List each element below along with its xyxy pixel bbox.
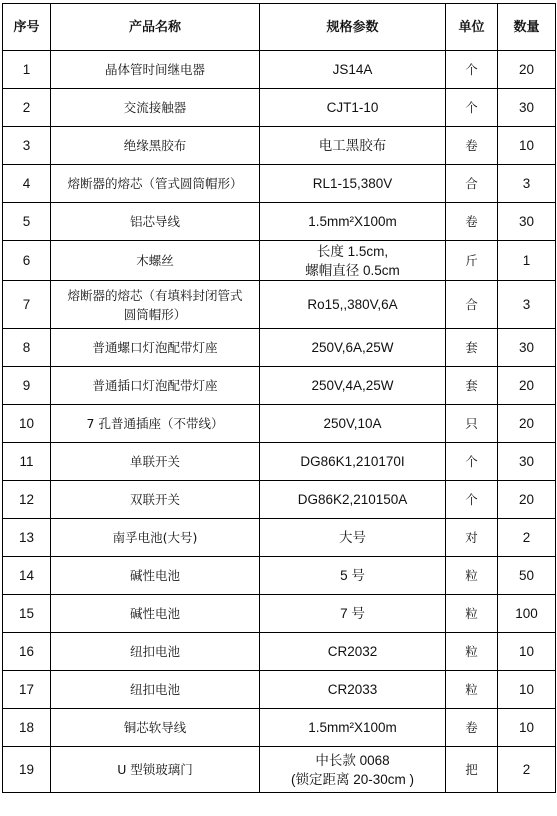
cell-spec [260, 633, 446, 671]
cell-index: 10 [3, 405, 51, 443]
cell-quantity: 10 [498, 127, 556, 165]
table-row [3, 165, 556, 203]
product-name-line: 单联开关 [129, 454, 180, 469]
table-row [3, 519, 556, 557]
spec-line: CR2033 [327, 682, 378, 697]
cell-index: 15 [3, 595, 51, 633]
cell-index: 17 [3, 671, 51, 709]
cell-index: 12 [3, 481, 51, 519]
cell-index: 5 [3, 203, 51, 241]
cell-unit: 把 [446, 747, 498, 793]
header-qty: 数量 [498, 4, 556, 51]
cell-spec [260, 747, 446, 793]
cell-spec [260, 671, 446, 709]
cell-quantity: 100 [498, 595, 556, 633]
product-name-line: 绝缘黑胶布 [123, 138, 187, 153]
table-row [3, 51, 556, 89]
product-name-line: 铜芯软导线 [123, 720, 187, 735]
cell-unit: 粒 [446, 633, 498, 671]
spec-line: 长度 1.5cm, [316, 243, 389, 259]
product-name-line: 普通插口灯泡配带灯座 [92, 378, 218, 393]
cell-unit: 个 [446, 481, 498, 519]
cell-quantity: 10 [498, 709, 556, 747]
cell-unit: 套 [446, 367, 498, 405]
spec-line: 250V,10A [323, 416, 382, 431]
cell-product-name [51, 519, 260, 557]
cell-index: 14 [3, 557, 51, 595]
header-row [3, 4, 556, 51]
cell-quantity: 2 [498, 519, 556, 557]
cell-spec [260, 127, 446, 165]
cell-unit: 个 [446, 443, 498, 481]
cell-unit: 合 [446, 281, 498, 329]
cell-product-name [51, 51, 260, 89]
cell-spec [260, 481, 446, 519]
spec-line: Ro15,,380V,6A [307, 297, 398, 312]
cell-unit: 对 [446, 519, 498, 557]
table-row [3, 747, 556, 793]
spec-line: 250V,4A,25W [311, 378, 394, 393]
cell-index: 19 [3, 747, 51, 793]
spec-line: 大号 [339, 530, 366, 545]
spec-line: CR2032 [327, 644, 378, 659]
table-row [3, 443, 556, 481]
cell-unit: 卷 [446, 203, 498, 241]
cell-index: 4 [3, 165, 51, 203]
product-table [2, 3, 556, 793]
cell-quantity: 50 [498, 557, 556, 595]
product-name-line: 碱性电池 [129, 568, 180, 583]
cell-product-name [51, 281, 260, 329]
cell-quantity: 20 [498, 481, 556, 519]
spec-line: 螺帽直径 0.5cm [305, 262, 400, 278]
cell-spec [260, 281, 446, 329]
spec-line: 5 号 [340, 568, 365, 583]
product-name-line: 熔断器的熔芯（有填料封闭管式 [67, 287, 243, 303]
cell-spec [260, 519, 446, 557]
product-name-line: 纽扣电池 [129, 644, 180, 659]
cell-quantity: 3 [498, 281, 556, 329]
header-spec: 规格参数 [260, 4, 446, 51]
spec-line: 1.5mm²X100m [308, 720, 397, 735]
cell-product-name [51, 709, 260, 747]
product-name-line: 碱性电池 [129, 606, 180, 621]
table-row [3, 241, 556, 281]
cell-index: 18 [3, 709, 51, 747]
header-name: 产品名称 [51, 4, 260, 51]
cell-product-name [51, 557, 260, 595]
cell-spec [260, 241, 446, 281]
table-row [3, 127, 556, 165]
cell-quantity: 20 [498, 405, 556, 443]
cell-unit: 只 [446, 405, 498, 443]
cell-quantity: 10 [498, 671, 556, 709]
cell-quantity: 10 [498, 633, 556, 671]
table-row [3, 405, 556, 443]
table-body [3, 51, 556, 793]
product-name-line: 普通螺口灯泡配带灯座 [92, 340, 218, 355]
table-row [3, 367, 556, 405]
cell-product-name [51, 127, 260, 165]
cell-spec [260, 165, 446, 203]
spec-line: DG86K2,210150A [297, 492, 408, 507]
cell-product-name [51, 89, 260, 127]
cell-quantity: 30 [498, 89, 556, 127]
cell-product-name [51, 329, 260, 367]
cell-spec [260, 595, 446, 633]
cell-spec [260, 203, 446, 241]
cell-product-name [51, 671, 260, 709]
spec-line: DG86K1,210170I [300, 454, 405, 469]
spec-line: 电工黑胶布 [318, 138, 387, 153]
cell-spec [260, 557, 446, 595]
cell-quantity: 3 [498, 165, 556, 203]
product-name-line: 圆筒帽形） [123, 306, 187, 322]
product-name-line: 交流接触器 [123, 100, 187, 115]
cell-index: 1 [3, 51, 51, 89]
cell-index: 13 [3, 519, 51, 557]
cell-quantity: 20 [498, 51, 556, 89]
cell-spec [260, 329, 446, 367]
table-row [3, 203, 556, 241]
cell-product-name [51, 367, 260, 405]
cell-unit: 个 [446, 89, 498, 127]
cell-index: 2 [3, 89, 51, 127]
cell-index: 8 [3, 329, 51, 367]
spec-line: (锁定距离 20-30cm ) [290, 771, 415, 787]
spec-line: RL1-15,380V [312, 176, 393, 191]
cell-product-name [51, 481, 260, 519]
cell-product-name [51, 241, 260, 281]
product-name-line: 熔断器的熔芯（管式圆筒帽形） [67, 176, 243, 191]
table-row [3, 557, 556, 595]
cell-product-name [51, 443, 260, 481]
cell-unit: 套 [446, 329, 498, 367]
table-row [3, 281, 556, 329]
cell-unit: 粒 [446, 671, 498, 709]
cell-product-name [51, 203, 260, 241]
cell-spec [260, 51, 446, 89]
product-name-line: 南孚电池(大号) [112, 530, 198, 545]
cell-unit: 个 [446, 51, 498, 89]
cell-spec [260, 709, 446, 747]
product-name-line: 纽扣电池 [129, 682, 180, 697]
cell-product-name [51, 595, 260, 633]
table-row [3, 481, 556, 519]
cell-spec [260, 443, 446, 481]
spec-line: JS14A [332, 62, 373, 77]
cell-index: 7 [3, 281, 51, 329]
product-name-line: 晶体管时间继电器 [104, 62, 205, 77]
table-row [3, 329, 556, 367]
cell-product-name [51, 633, 260, 671]
spec-line: 250V,6A,25W [311, 340, 394, 355]
product-name-line: 铝芯导线 [129, 214, 180, 229]
product-name-line: 木螺丝 [136, 253, 174, 268]
cell-index: 11 [3, 443, 51, 481]
cell-quantity: 30 [498, 203, 556, 241]
table-row [3, 595, 556, 633]
cell-unit: 合 [446, 165, 498, 203]
cell-unit: 粒 [446, 557, 498, 595]
table-row [3, 89, 556, 127]
table-row [3, 709, 556, 747]
cell-unit: 卷 [446, 127, 498, 165]
cell-quantity: 20 [498, 367, 556, 405]
cell-quantity: 30 [498, 329, 556, 367]
cell-quantity: 2 [498, 747, 556, 793]
cell-quantity: 1 [498, 241, 556, 281]
cell-index: 9 [3, 367, 51, 405]
spec-line: 7 号 [340, 606, 365, 621]
cell-spec [260, 367, 446, 405]
table-row [3, 633, 556, 671]
header-index: 序号 [3, 4, 51, 51]
cell-unit: 粒 [446, 595, 498, 633]
spec-line: 1.5mm²X100m [308, 214, 397, 229]
table-row [3, 671, 556, 709]
cell-quantity: 30 [498, 443, 556, 481]
cell-product-name [51, 747, 260, 793]
cell-unit: 斤 [446, 241, 498, 281]
cell-product-name [51, 405, 260, 443]
header-unit: 单位 [446, 4, 498, 51]
product-name-line: U 型锁玻璃门 [117, 762, 193, 777]
product-name-line: 双联开关 [129, 492, 180, 507]
cell-unit: 卷 [446, 709, 498, 747]
cell-spec [260, 89, 446, 127]
spec-line: CJT1-10 [326, 100, 379, 115]
cell-index: 3 [3, 127, 51, 165]
cell-index: 6 [3, 241, 51, 281]
cell-spec [260, 405, 446, 443]
cell-product-name [51, 165, 260, 203]
product-name-line: 7 孔普通插座（不带线） [86, 416, 224, 431]
spec-line: 中长款 0068 [315, 752, 390, 768]
cell-index: 16 [3, 633, 51, 671]
